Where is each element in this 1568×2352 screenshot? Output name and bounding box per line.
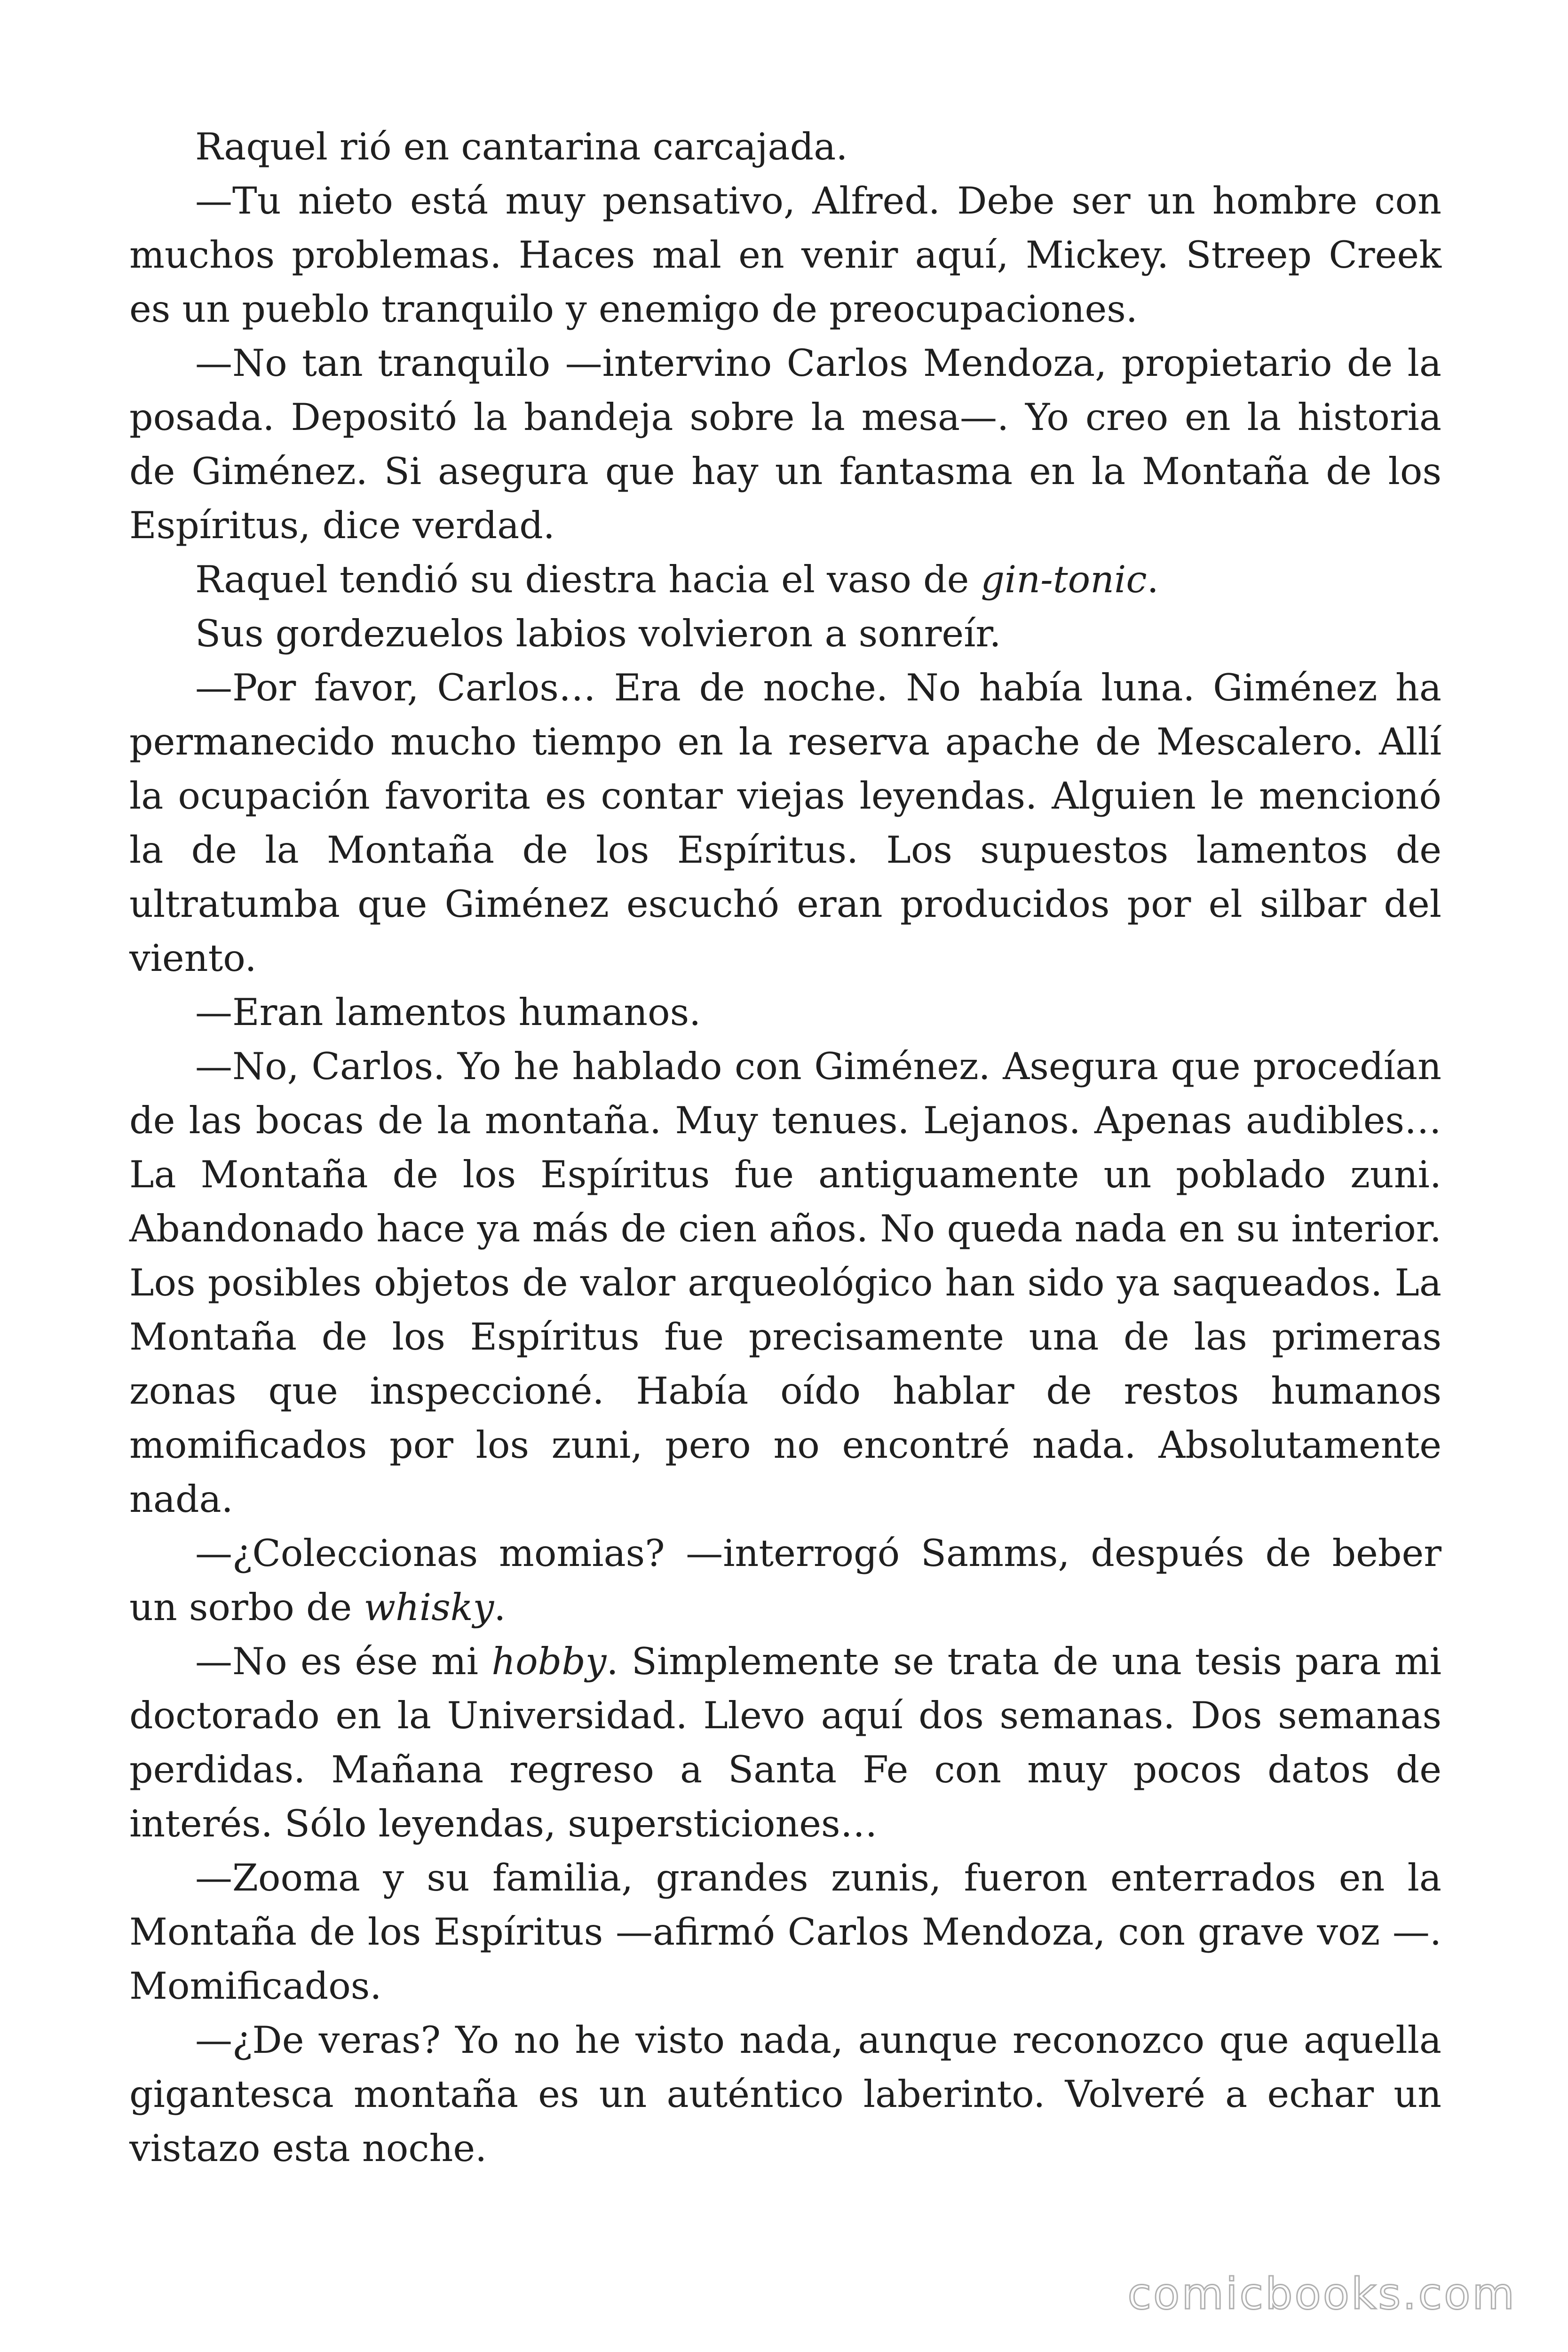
paragraph bbox=[129, 553, 1441, 607]
text-run: —Zooma y su familia, grandes zunis, fueron enterrados en la Montaña de los Espíritus —afirmó Carlos Mendoza, con grave voz —. Momificados. bbox=[129, 1856, 1441, 2008]
site-watermark: comicbooks.com bbox=[1127, 2269, 1516, 2319]
text-run: . bbox=[494, 1586, 506, 1629]
paragraph bbox=[129, 607, 1441, 661]
text-run: Raquel tendió su diestra hacia el vaso de bbox=[195, 558, 981, 601]
text-run: —Por favor, Carlos… Era de noche. No había luna. Giménez ha permanecido mucho tiempo en la reserva apache de Mescalero. Allí la ocupación favorita es contar viejas leyendas. Alguien le mencionó la de la Montaña de los Espíritus. Los supuestos lamentos de ultratumba que Giménez escuchó eran producidos por el silbar del viento. bbox=[129, 666, 1441, 980]
paragraph bbox=[129, 1851, 1441, 2013]
paragraph bbox=[129, 2013, 1441, 2176]
text-run: —No tan tranquilo —intervino Carlos Mendoza, propietario de la posada. Depositó la bandeja sobre la mesa—. Yo creo en la historia de Giménez. Si asegura que hay un fantasma en la Montaña de los Espíritus, dice verdad. bbox=[129, 342, 1441, 547]
text-run: . Simplemente se trata de una tesis para mi doctorado en la Universidad. Llevo aquí dos semanas. Dos semanas perdidas. Mañana regreso a Santa Fe con muy pocos datos de interés. Sólo leyendas, supersticiones… bbox=[129, 1640, 1441, 1845]
text-run: —Eran lamentos humanos. bbox=[195, 991, 701, 1034]
body-text bbox=[129, 120, 1441, 2176]
italic-text: hobby bbox=[491, 1640, 607, 1683]
paragraph bbox=[129, 1526, 1441, 1635]
paragraph bbox=[129, 661, 1441, 985]
paragraph bbox=[129, 1040, 1441, 1526]
text-run: —¿Coleccionas momias? —interrogó Samms, después de beber un sorbo de bbox=[129, 1532, 1441, 1629]
paragraph bbox=[129, 985, 1441, 1040]
paragraph bbox=[129, 174, 1441, 336]
text-run: Sus gordezuelos labios volvieron a sonreír. bbox=[195, 612, 1001, 655]
italic-text: gin-tonic bbox=[981, 558, 1147, 601]
text-run: —No es ése mi bbox=[195, 1640, 492, 1683]
italic-text: whisky bbox=[364, 1586, 494, 1629]
text-run: —¿De veras? Yo no he visto nada, aunque reconozco que aquella gigantesca montaña es un auténtico laberinto. Volveré a echar un vistazo esta noche. bbox=[129, 2018, 1441, 2170]
paragraph bbox=[129, 120, 1441, 174]
text-run: —Tu nieto está muy pensativo, Alfred. Debe ser un hombre con muchos problemas. Haces mal en venir aquí, Mickey. Streep Creek es un pueblo tranquilo y enemigo de preocupaciones. bbox=[129, 179, 1441, 331]
text-run: —No, Carlos. Yo he hablado con Giménez. Asegura que procedían de las bocas de la montaña. Muy tenues. Lejanos. Apenas audibles… La Montaña de los Espíritus fue antiguamente un poblado zuni. Abandonado hace ya más de cien años. No queda nada en su interior. Los posibles objetos de valor arqueológico han sido ya saqueados. La Montaña de los Espíritus fue precisamente una de las primeras zonas que inspeccioné. Había oído hablar de restos humanos momificados por los zuni, pero no encontré nada. Absolutamente nada. bbox=[129, 1045, 1441, 1521]
paragraph bbox=[129, 1635, 1441, 1851]
text-run: Raquel rió en cantarina carcajada. bbox=[195, 125, 848, 168]
text-run: . bbox=[1147, 558, 1159, 601]
paragraph bbox=[129, 336, 1441, 553]
